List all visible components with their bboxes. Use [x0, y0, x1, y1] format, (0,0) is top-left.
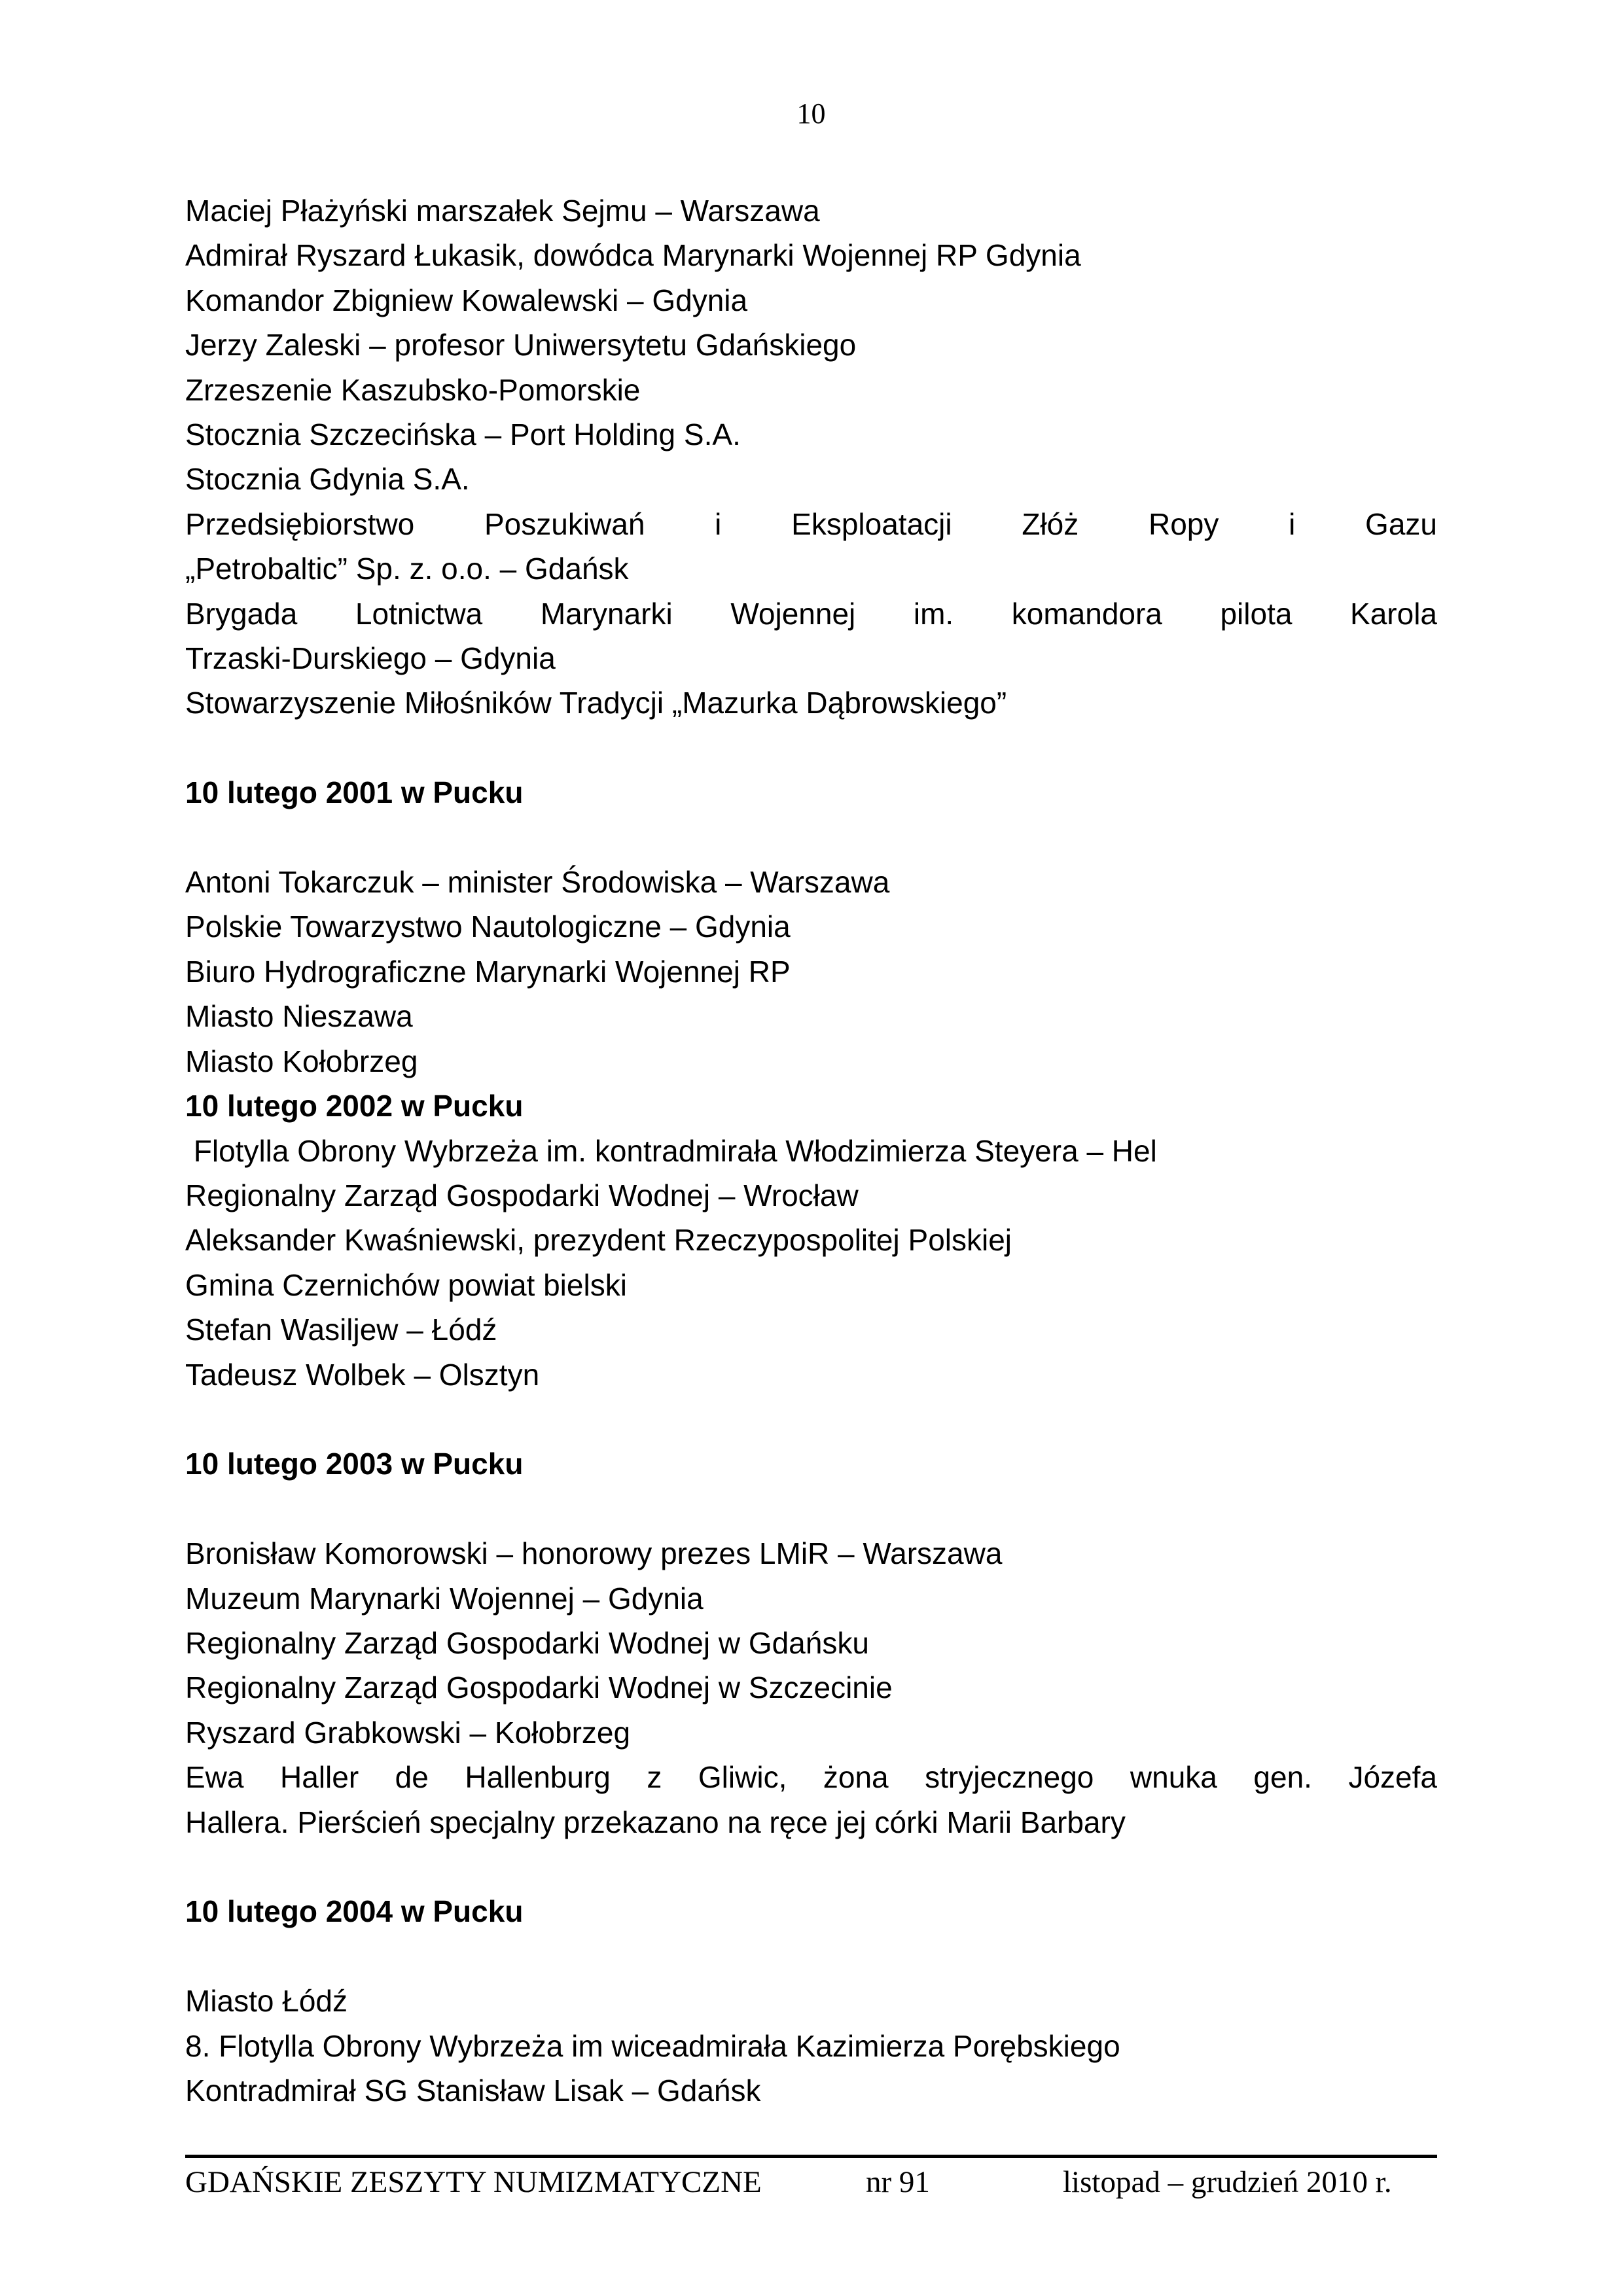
- text-line: Antoni Tokarczuk – minister Środowiska – Warszawa: [185, 865, 890, 900]
- text-line: 8. Flotylla Obrony Wybrzeża im wiceadmirała Kazimierza Porębskiego: [185, 2028, 1120, 2063]
- text-line: Regionalny Zarząd Gospodarki Wodnej – Wrocław: [185, 1178, 859, 1212]
- text-line: Aleksander Kwaśniewski, prezydent Rzeczypospolitej Polskiej: [185, 1223, 1012, 1258]
- text-line: Stocznia Szczecińska – Port Holding S.A.: [185, 417, 741, 452]
- blank-line: [185, 1397, 1437, 1441]
- text-line: Stefan Wasiljew – Łódź: [185, 1313, 497, 1347]
- footer-row: [185, 2164, 1437, 2210]
- text-line: Miasto Kołobrzeg: [185, 1044, 418, 1078]
- text-line: Muzeum Marynarki Wojennej – Gdynia: [185, 1581, 704, 1616]
- blank-line: [185, 1487, 1437, 1531]
- text-line: Regionalny Zarząd Gospodarki Wodnej w Szczecinie: [185, 1670, 893, 1705]
- text-line: Trzaski-Durskiego – Gdynia: [185, 641, 556, 676]
- text-line: Maciej Płażyński marszałek Sejmu – Warszawa: [185, 194, 820, 228]
- text-line: Regionalny Zarząd Gospodarki Wodnej w Gdańsku: [185, 1625, 869, 1660]
- text-line: Hallera. Pierścień specjalny przekazano na ręce jej córki Marii Barbary: [185, 1805, 1126, 1839]
- text-line: Stowarzyszenie Miłośników Tradycji „Mazurka Dąbrowskiego”: [185, 686, 1007, 720]
- footer-issue-number: nr 91: [866, 2165, 930, 2199]
- page-number: 10: [796, 97, 826, 130]
- blank-line: [185, 815, 1437, 860]
- text-line: Przedsiębiorstwo Poszukiwań i Eksploatacji Złóż Ropy i Gazu: [185, 506, 1437, 541]
- text-line: Jerzy Zaleski – profesor Uniwersytetu Gdańskiego: [185, 328, 857, 362]
- text-line: Bronisław Komorowski – honorowy prezes LMiR – Warszawa: [185, 1536, 1003, 1571]
- page-footer: [185, 2155, 1437, 2210]
- text-line: Miasto Nieszawa: [185, 999, 413, 1034]
- text-line: Brygada Lotnictwa Marynarki Wojennej im. komandora pilota Karola: [185, 596, 1437, 631]
- section-heading: 10 lutego 2003 w Pucku: [185, 1447, 524, 1481]
- text-line: Kontradmirał SG Stanisław Lisak – Gdańsk: [185, 2073, 761, 2108]
- text-line: Miasto Łódź: [185, 1984, 348, 2019]
- text-line: Ryszard Grabkowski – Kołobrzeg: [185, 1715, 631, 1750]
- text-line: Zrzeszenie Kaszubsko-Pomorskie: [185, 372, 641, 407]
- text-line: Ewa Haller de Hallenburg z Gliwic, żona stryjecznego wnuka gen. Józefa: [185, 1760, 1437, 1795]
- footer-journal-title: GDAŃSKIE ZESZYTY NUMIZMATYCZNE: [185, 2165, 762, 2199]
- text-line: Gmina Czernichów powiat bielski: [185, 1267, 627, 1302]
- text-line: Tadeusz Wolbek – Olsztyn: [185, 1357, 540, 1392]
- text-line: Polskie Towarzystwo Nautologiczne – Gdynia: [185, 910, 791, 944]
- text-line: Admirał Ryszard Łukasik, dowódca Marynarki Wojennej RP Gdynia: [185, 238, 1081, 273]
- section-heading: 10 lutego 2004 w Pucku: [185, 1894, 524, 1929]
- text-line: Komandor Zbigniew Kowalewski – Gdynia: [185, 283, 748, 317]
- section-heading: 10 lutego 2001 w Pucku: [185, 775, 524, 810]
- blank-line: [185, 1934, 1437, 1979]
- footer-date: listopad – grudzień 2010 r.: [1063, 2165, 1392, 2199]
- text-line: Flotylla Obrony Wybrzeża im. kontradmirała Włodzimierza Steyera – Hel: [185, 1133, 1157, 1168]
- section-heading: 10 lutego 2002 w Pucku: [185, 1089, 524, 1123]
- blank-line: [185, 726, 1437, 770]
- blank-line: [185, 1845, 1437, 1889]
- text-block: [185, 188, 1437, 2113]
- text-line: „Petrobaltic” Sp. z. o.o. – Gdańsk: [185, 552, 629, 586]
- text-line: Stocznia Gdynia S.A.: [185, 462, 470, 497]
- text-line: Biuro Hydrograficzne Marynarki Wojennej RP: [185, 954, 791, 989]
